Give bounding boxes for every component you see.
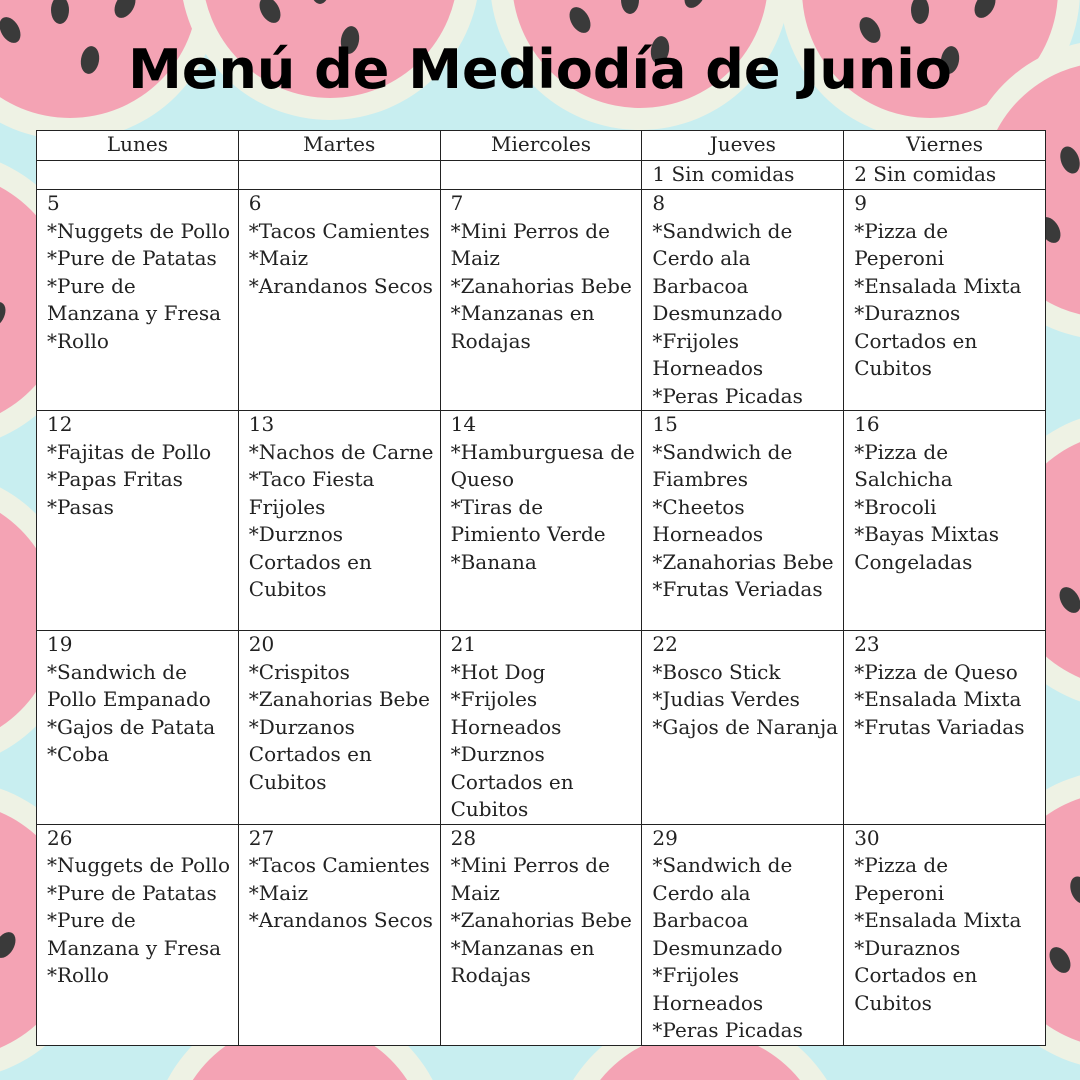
note-lunes <box>37 161 239 190</box>
menu-item: *Pizza de Peperoni <box>854 853 949 905</box>
week-row <box>37 190 1046 411</box>
menu-item: *Ensalada Mixta <box>854 273 1022 298</box>
menu-item: *Zanahorias Bebe <box>450 908 632 932</box>
menu-item: *Frijoles Horneados <box>450 687 562 739</box>
day-cell <box>642 190 844 411</box>
menu-item: *Papas Fritas <box>47 467 183 491</box>
menu-item: *Zanahorias Bebe <box>652 549 834 574</box>
day-cell <box>37 631 239 825</box>
menu-item: *Tiras de Pimiento Verde <box>450 494 606 546</box>
day-number: 8 <box>652 191 666 215</box>
menu-item: *Frijoles Horneados <box>652 963 764 1015</box>
day-number: 20 <box>248 632 275 656</box>
menu-item: *Frutas Veriadas <box>652 577 823 601</box>
menu-item: *Gajos de Naranja <box>652 714 839 739</box>
day-cell <box>844 411 1046 631</box>
header-martes: Martes <box>238 131 440 161</box>
day-number: 23 <box>854 632 880 656</box>
notes-row <box>37 161 1046 190</box>
day-number: 9 <box>854 191 867 215</box>
day-cell <box>642 824 844 1045</box>
menu-item: *Tacos Camientes <box>248 218 430 243</box>
day-number: 7 <box>450 191 464 215</box>
menu-item: *Durznos Cortados en Cubitos <box>248 522 372 601</box>
menu-item: *Manzanas en Rodajas <box>450 935 595 987</box>
menu-item: *Frutas Variadas <box>854 714 1025 739</box>
day-cell <box>844 190 1046 411</box>
day-number: 13 <box>248 412 275 436</box>
day-number: 16 <box>854 412 880 436</box>
menu-item: *Zanahorias Bebe <box>248 687 431 711</box>
menu-item: *Banana <box>450 549 537 574</box>
day-cell <box>642 631 844 825</box>
week-row <box>37 411 1046 631</box>
menu-item: *Fajitas de Pollo <box>47 439 212 464</box>
menu-item: *Pizza de Peperoni <box>854 218 949 270</box>
menu-item: *Pizza de Salchicha <box>854 439 953 491</box>
day-number: 21 <box>450 632 477 656</box>
menu-item: *Crispitos <box>248 659 350 684</box>
header-miercoles: Miercoles <box>440 131 642 161</box>
menu-item: *Pure de Manzana y Fresa <box>47 273 222 325</box>
menu-item: *Coba <box>47 742 110 766</box>
menu-item: *Ensalada Mixta <box>854 908 1022 932</box>
menu-item: *Arandanos Secos <box>248 273 433 298</box>
menu-item: *Ensalada Mixta <box>854 687 1022 711</box>
day-cell <box>440 631 642 825</box>
day-cell <box>238 411 440 631</box>
day-number: 19 <box>47 632 73 656</box>
menu-item: *Pure de Patatas <box>47 880 217 905</box>
header-jueves: Jueves <box>642 131 844 161</box>
menu-item: *Durzanos Cortados en Cubitos <box>248 714 372 794</box>
day-number: 22 <box>652 632 678 656</box>
day-cell <box>37 411 239 631</box>
menu-item: *Pure de Manzana y Fresa <box>47 908 222 960</box>
note-miercoles <box>440 161 642 190</box>
menu-item: *Frijoles Horneados <box>652 328 764 380</box>
day-number: 5 <box>47 191 60 215</box>
page-title: Menú de Mediodía de Junio <box>128 38 952 101</box>
day-number: 14 <box>450 412 477 436</box>
day-number: 30 <box>854 825 880 850</box>
lunch-menu-table <box>36 130 1046 1046</box>
menu-item: *Pasas <box>47 494 114 519</box>
menu-item: *Bosco Stick <box>652 659 781 684</box>
menu-item: *Zanahorias Bebe <box>450 273 632 298</box>
menu-item: *Pure de Patatas <box>47 246 217 270</box>
day-cell <box>238 190 440 411</box>
day-number: 28 <box>450 825 477 850</box>
week-row <box>37 824 1046 1045</box>
week-row <box>37 631 1046 825</box>
menu-item: *Durznos Cortados en Cubitos <box>450 742 574 821</box>
menu-item: *Sandwich de Cerdo ala Barbacoa Desmunzado <box>652 218 793 325</box>
day-cell <box>440 190 642 411</box>
menu-item: *Bayas Mixtas Congeladas <box>854 522 1000 574</box>
menu-item: *Sandwich de Pollo Empanado <box>47 659 211 711</box>
menu-item: *Nuggets de Pollo <box>47 218 230 243</box>
day-cell <box>37 190 239 411</box>
menu-item: *Arandanos Secos <box>248 908 433 932</box>
menu-item: *Duraznos Cortados en Cubitos <box>854 301 978 380</box>
day-cell <box>238 631 440 825</box>
header-lunes: Lunes <box>37 131 239 161</box>
menu-item: *Hamburguesa de Queso <box>450 439 635 491</box>
menu-item: *Duraznos Cortados en Cubitos <box>854 935 978 1015</box>
menu-item: *Nuggets de Pollo <box>47 853 230 877</box>
menu-item: *Peras Picadas <box>652 1018 803 1042</box>
day-number: 15 <box>652 412 678 436</box>
note-martes <box>238 161 440 190</box>
menu-item: *Judias Verdes <box>652 687 800 711</box>
note-viernes: 2 Sin comidas <box>844 161 1046 190</box>
menu-item: *Taco Fiesta Frijoles <box>248 467 375 519</box>
day-number: 29 <box>652 825 678 850</box>
menu-item: *Rollo <box>47 328 109 353</box>
menu-item: *Gajos de Patata <box>47 714 216 739</box>
day-cell <box>238 824 440 1045</box>
menu-item: *Mini Perros de Maiz <box>450 853 610 905</box>
weekday-header-row <box>37 131 1046 161</box>
menu-item: *Nachos de Carne <box>248 439 434 464</box>
header-viernes: Viernes <box>844 131 1046 161</box>
day-number: 12 <box>47 412 73 436</box>
menu-item: *Pizza de Queso <box>854 659 1018 684</box>
menu-item: *Maiz <box>248 246 309 270</box>
day-number: 27 <box>248 825 275 850</box>
menu-item: *Cheetos Horneados <box>652 494 764 546</box>
day-cell <box>37 824 239 1045</box>
menu-item: *Rollo <box>47 963 109 987</box>
menu-item: *Sandwich de Fiambres <box>652 439 793 491</box>
menu-item: *Mini Perros de Maiz <box>450 218 610 270</box>
menu-item: *Maiz <box>248 880 309 905</box>
menu-item: *Peras Picadas <box>652 383 803 408</box>
day-cell <box>844 631 1046 825</box>
day-cell <box>440 411 642 631</box>
day-cell <box>440 824 642 1045</box>
menu-item: *Brocoli <box>854 494 937 519</box>
day-cell <box>642 411 844 631</box>
day-number: 26 <box>47 825 73 850</box>
menu-item: *Sandwich de Cerdo ala Barbacoa Desmunzado <box>652 853 793 960</box>
day-cell <box>844 824 1046 1045</box>
menu-item: *Hot Dog <box>450 659 546 684</box>
menu-item: *Manzanas en Rodajas <box>450 301 595 353</box>
note-jueves: 1 Sin comidas <box>642 161 844 190</box>
menu-item: *Tacos Camientes <box>248 853 430 877</box>
day-number: 6 <box>248 191 262 215</box>
